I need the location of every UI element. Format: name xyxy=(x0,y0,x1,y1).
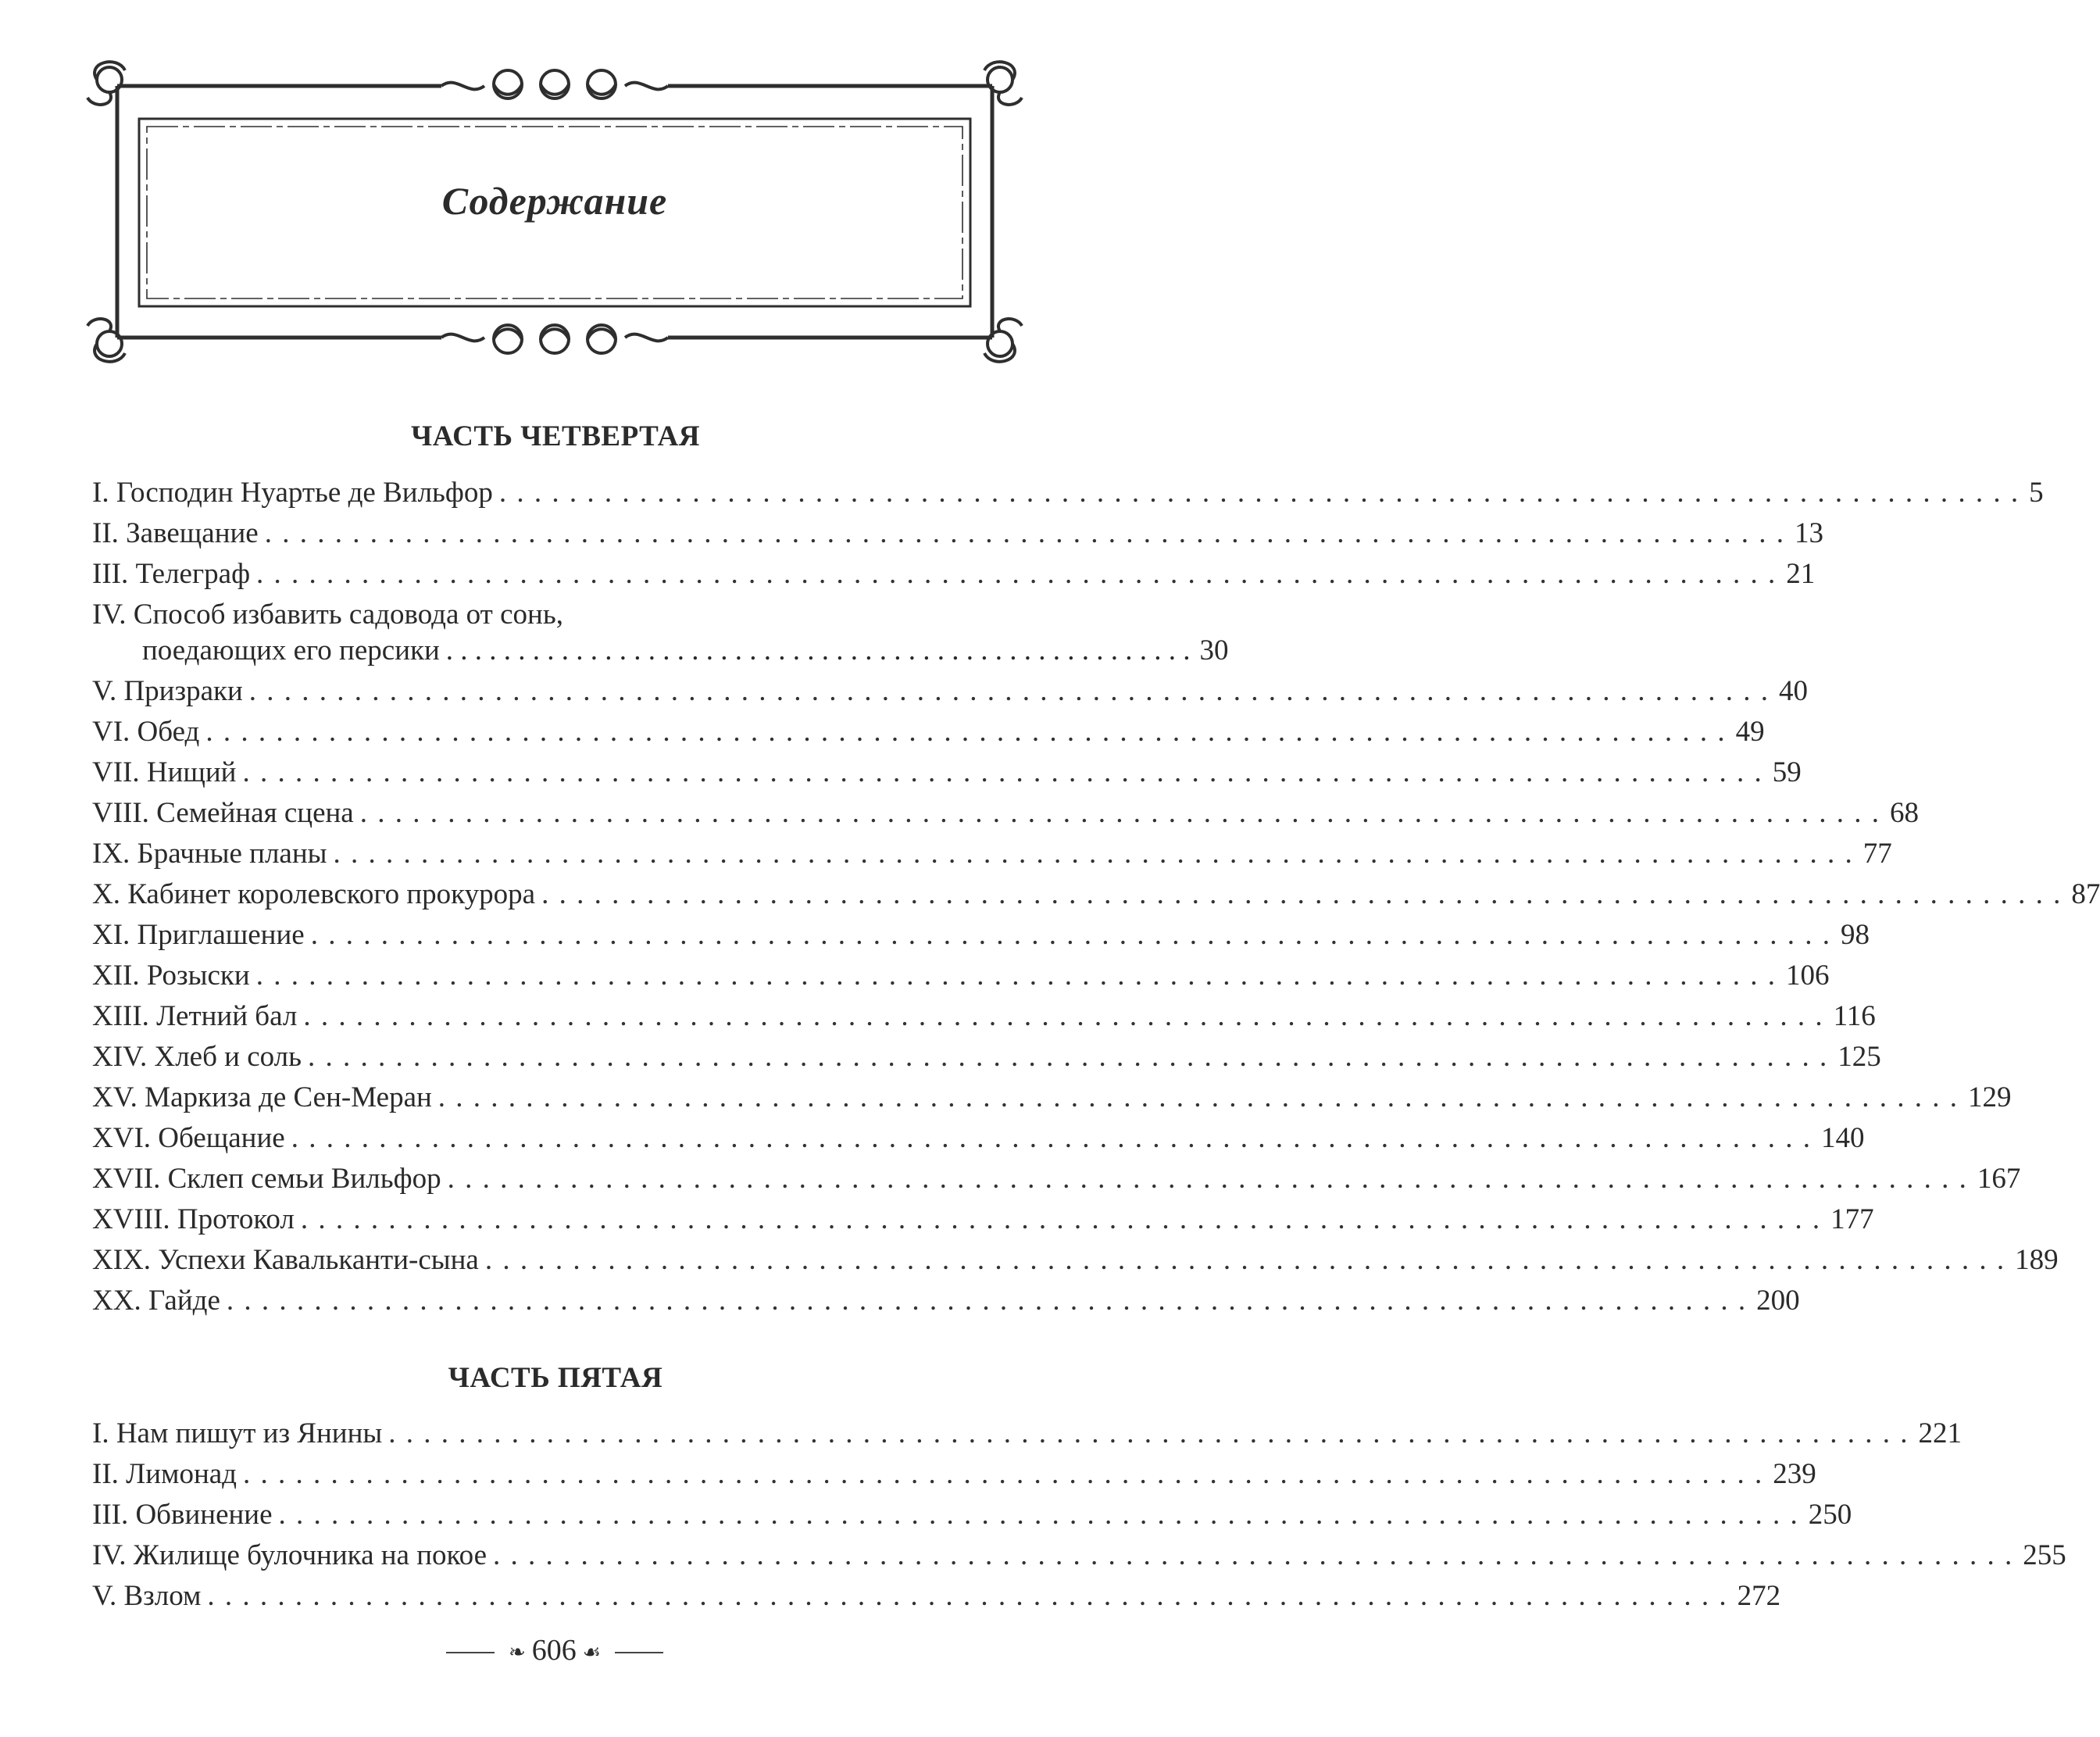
page-ref: 40 xyxy=(1779,675,1809,707)
dot-leader xyxy=(207,1578,1727,1614)
chapter-title: III. Обвинение xyxy=(92,1499,273,1531)
toc-entry[interactable] xyxy=(92,877,2100,913)
dot-leader xyxy=(243,1456,1763,1492)
page-ref: 87 xyxy=(2071,878,2100,910)
dot-leader xyxy=(291,1120,1812,1156)
chapter-title: XIII. Летний бал xyxy=(92,1000,298,1032)
chapter-title: VI. Обед xyxy=(92,716,200,748)
dot-leader xyxy=(438,1080,1959,1116)
toc-entry[interactable] xyxy=(92,556,1816,592)
chapter-title: VII. Нищий xyxy=(92,756,237,788)
toc-entry[interactable] xyxy=(92,836,1892,872)
dot-leader xyxy=(360,795,1880,831)
dot-leader xyxy=(301,1202,1821,1238)
chapter-title: XI. Приглашение xyxy=(92,919,305,951)
chapter-title: II. Лимонад xyxy=(92,1458,237,1490)
part-heading: ЧАСТЬ ПЯТАЯ xyxy=(448,1362,663,1394)
chapter-title: VIII. Семейная сцена xyxy=(92,797,354,829)
page-ref: 140 xyxy=(1820,1122,1865,1154)
toc-entry[interactable] xyxy=(92,1283,1800,1319)
toc-entry[interactable] xyxy=(92,714,1765,750)
page-number: 606 xyxy=(531,1634,577,1667)
chapter-title: XVII. Склеп семьи Вильфор xyxy=(92,1163,441,1195)
toc-entry[interactable] xyxy=(92,917,1870,953)
chapter-title: XIX. Успехи Кавальканти-сына xyxy=(92,1244,479,1276)
toc-entry[interactable] xyxy=(92,597,1229,669)
footer-rule-left xyxy=(446,1652,495,1653)
chapter-title: XII. Розыски xyxy=(92,960,250,992)
chapter-title: XIV. Хлеб и соль xyxy=(92,1041,302,1073)
dot-leader xyxy=(256,958,1777,994)
toc-entry[interactable] xyxy=(92,1538,2066,1574)
dot-leader xyxy=(493,1538,2013,1574)
chapter-title: XVI. Обещание xyxy=(92,1122,285,1154)
page-ref: 77 xyxy=(1862,838,1892,870)
toc-entry[interactable] xyxy=(92,674,1809,709)
chapter-title: XVIII. Протокол xyxy=(92,1203,295,1235)
fleuron-icon: ❧ xyxy=(508,1641,526,1664)
dot-leader xyxy=(541,877,2062,913)
toc-entry[interactable] xyxy=(92,1242,2059,1278)
dot-leader xyxy=(242,755,1762,791)
chapter-title: I. Нам пишут из Янины xyxy=(92,1417,383,1449)
page-ref: 167 xyxy=(1977,1163,2021,1195)
page-ref: 189 xyxy=(2015,1244,2059,1276)
footer-rule-right xyxy=(615,1652,663,1653)
page-title: Содержание xyxy=(441,179,668,223)
page-ref: 221 xyxy=(1918,1417,1962,1449)
page-ref: 255 xyxy=(2023,1539,2066,1571)
toc-entry[interactable] xyxy=(92,958,1830,994)
dot-leader xyxy=(265,516,1785,552)
chapter-title: X. Кабинет королевского прокурора xyxy=(92,878,536,910)
page-ref: 125 xyxy=(1838,1041,1881,1073)
chapter-title: II. Завещание xyxy=(92,517,259,549)
dot-leader xyxy=(256,556,1777,592)
dot-leader xyxy=(303,999,1823,1035)
dot-leader xyxy=(448,1161,1968,1197)
toc-entry[interactable] xyxy=(92,999,1876,1035)
toc-entry[interactable] xyxy=(92,795,1919,831)
chapter-title: XX. Гайде xyxy=(92,1285,220,1317)
page-ref: 68 xyxy=(1889,797,1919,829)
toc-entry[interactable] xyxy=(92,1456,1816,1492)
toc-part-5 xyxy=(92,1416,2066,1614)
dot-leader xyxy=(311,917,1831,953)
dot-leader xyxy=(334,836,1854,872)
page-ref: 250 xyxy=(1808,1499,1852,1531)
page-ref: 177 xyxy=(1830,1203,1874,1235)
dot-leader xyxy=(485,1242,2005,1278)
dot-leader xyxy=(388,1416,1909,1452)
chapter-title: XV. Маркиза де Сен-Меран xyxy=(92,1081,432,1113)
fleuron-icon: ☙ xyxy=(582,1641,602,1664)
toc-entry[interactable] xyxy=(92,1578,1781,1614)
dot-leader xyxy=(249,674,1770,709)
page-ref: 49 xyxy=(1735,716,1765,748)
page-ref: 5 xyxy=(2029,477,2044,509)
toc-entry[interactable] xyxy=(92,475,2044,511)
dot-leader xyxy=(279,1497,1799,1533)
chapter-title: V. Взлом xyxy=(92,1580,202,1612)
toc-entry[interactable] xyxy=(92,516,1823,552)
chapter-title: IV. Способ избавить садовода от сонь, xyxy=(92,599,563,631)
page-ref: 106 xyxy=(1785,960,1830,992)
page-ref: 200 xyxy=(1756,1285,1800,1317)
page-footer xyxy=(398,1633,711,1667)
toc-entry[interactable] xyxy=(92,1120,1865,1156)
toc-entry[interactable] xyxy=(92,1202,1874,1238)
dot-leader xyxy=(227,1283,1747,1319)
toc-entry[interactable] xyxy=(92,755,1802,791)
toc-entry[interactable] xyxy=(92,1497,1852,1533)
chapter-title: IX. Брачные планы xyxy=(92,838,327,870)
chapter-title: III. Телеграф xyxy=(92,558,251,590)
chapter-title: IV. Жилище булочника на покое xyxy=(92,1539,487,1571)
dot-leader xyxy=(499,475,2020,511)
part-heading: ЧАСТЬ ЧЕТВЕРТАЯ xyxy=(411,420,700,452)
page-ref: 30 xyxy=(1199,634,1229,667)
page-ref: 129 xyxy=(1968,1081,2012,1113)
page-ref: 21 xyxy=(1786,558,1816,590)
dot-leader: . . . . . . . . . . . . . . . . . . . . . . . . . . . . . . . . . . . . . . . . . . . . . . . . . . . . xyxy=(445,634,1191,667)
chapter-title-cont: поедающих его персики xyxy=(142,634,440,667)
dot-leader xyxy=(205,714,1726,750)
page-ref: 239 xyxy=(1773,1458,1816,1490)
toc-entry[interactable] xyxy=(92,1416,1962,1452)
toc-entry[interactable] xyxy=(92,1080,2012,1116)
page-ref: 272 xyxy=(1737,1580,1781,1612)
page-ref: 13 xyxy=(1794,517,1823,549)
dot-leader xyxy=(308,1039,1828,1075)
toc-entry[interactable] xyxy=(92,1161,2021,1197)
page-ref: 98 xyxy=(1840,919,1870,951)
chapter-title: V. Призраки xyxy=(92,675,243,707)
toc-part-4 xyxy=(92,475,2100,1319)
toc-entry[interactable] xyxy=(92,1039,1881,1075)
chapter-title: I. Господин Нуартье де Вильфор xyxy=(92,477,493,509)
page-ref: 59 xyxy=(1772,756,1802,788)
page-ref: 116 xyxy=(1833,1000,1876,1032)
